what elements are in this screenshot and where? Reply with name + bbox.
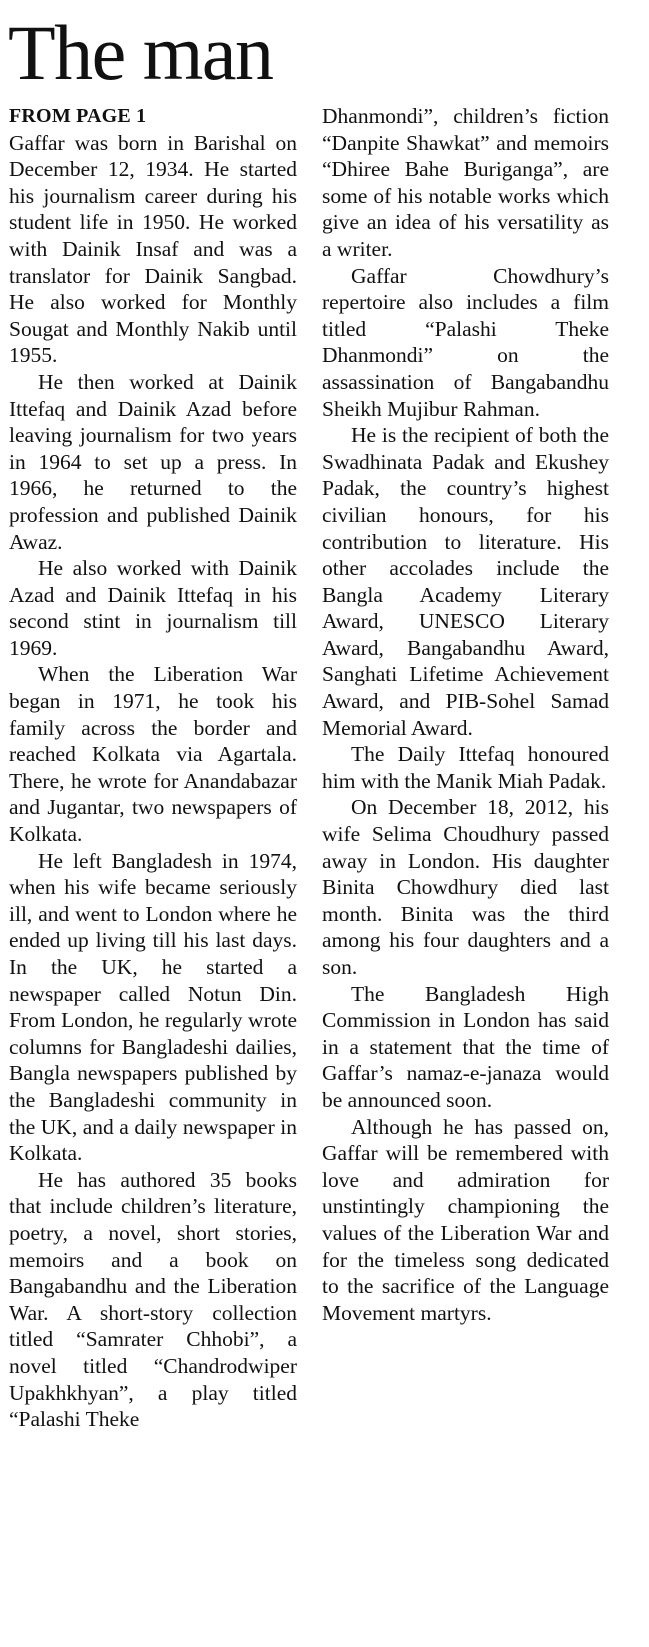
article-column-right (322, 103, 609, 1326)
paragraph-family: On December 18, 2012, his wife Selima Choudhury passed away in London. His daughter Binita Chowdhury died last month. Binita was the third among his four daughters and a son. (322, 795, 609, 979)
paragraph-awards: He is the recipient of both the Swadhinata Padak and Ekushey Padak, the country’s highest civilian honours, for his contribution to literature. His other accolades include the Bangla Academy Literary Award, UNESCO Literary Award, Bangabandhu Award, Sanghati Lifetime Achievement Award, and PIB-Sohel Samad Memorial Award. (322, 423, 609, 740)
article-column-left (9, 103, 297, 1433)
paragraph-second-stint: He also worked with Dainik Azad and Dainik Ittefaq in his second stint in journalism till 1969. (9, 556, 297, 660)
paragraph-ittefaq-honour: The Daily Ittefaq honoured him with the Manik Miah Padak. (322, 742, 609, 793)
paragraph-books-authored: He has authored 35 books that include children’s literature, poetry, a novel, short stories, memoirs and a book on Bangabandhu and the Liberation War. A short-story collection titled “Samrater Chhobi”, a novel titled “Chandrodwiper Upakhkhyan”, a play titled “Palashi Theke (9, 1167, 297, 1432)
paragraph-legacy: Although he has passed on, Gaffar will be remembered with love and admiration for unstintingly championing the values of the Liberation War and for the timeless song dedicated to the sacrifice of the Language Movement martyrs. (322, 1114, 609, 1325)
paragraph-high-commission: The Bangladesh High Commission in London has said in a statement that the time of Gaffar’s namaz-e-janaza would be announced soon. (322, 981, 609, 1112)
paragraph-london-years: He left Bangladesh in 1974, when his wife became seriously ill, and went to London where he ended up living till his last days. In the UK, he started a newspaper called Notun Din. From London, he regularly wrote columns for Bangladeshi dailies, Bangla newspapers published by the Bangladeshi community in the UK, and a daily newspaper in Kolkata. (9, 848, 297, 1166)
paragraph-notable-works: Dhanmondi”, children’s fiction “Danpite Shawkat” and memoirs “Dhiree Bahe Buriganga”, are some of his notable works which give an idea of his versatility as a writer. (322, 104, 609, 261)
paragraph-birth-and-early-career: Gaffar was born in Barishal on December 12, 1934. He started his journalism career during his student life in 1950. He worked with Dainik Insaf and was a translator for Dainik Sangbad. He also worked for Monthly Sougat and Monthly Nakib until 1955. (9, 130, 297, 368)
paragraph-ittefaq-and-azad: He then worked at Dainik Ittefaq and Dainik Azad before leaving journalism for two years in 1964 to set up a press. In 1966, he returned to the profession and published Dainik Awaz. (9, 369, 297, 554)
paragraph-film-repertoire: Gaffar Chowdhury’s repertoire also includes a film titled “Palashi Theke Dhanmondi” on the assassination of Bangabandhu Sheikh Mujibur Rahman. (322, 263, 609, 421)
continuation-kicker: FROM PAGE 1 (9, 105, 147, 127)
article-headline: The man (8, 9, 273, 96)
paragraph-liberation-war: When the Liberation War began in 1971, he took his family across the border and reached Kolkata via Agartala. There, he wrote for Anandabazar and Jugantar, two newspapers of Kolkata. (9, 662, 297, 847)
